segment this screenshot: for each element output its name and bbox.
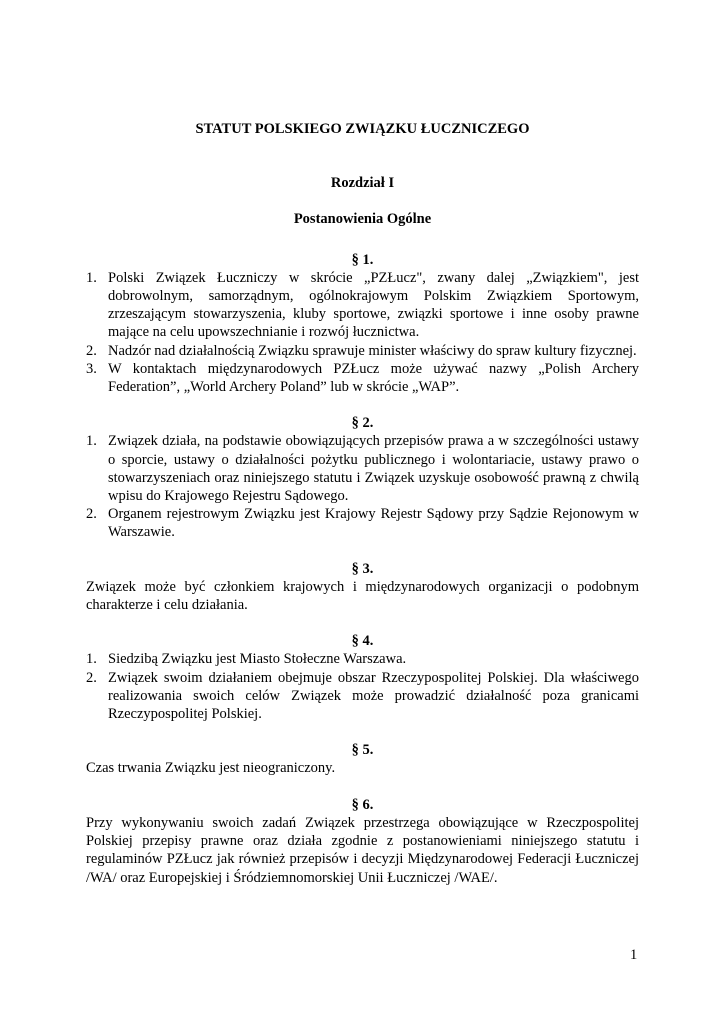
- list-item: [86, 342, 639, 360]
- section-text: Przy wykonywaniu swoich zadań Związek przestrzega obowiązujące w Rzeczpospolitej Polskiej przepisy prawne oraz działa zgodnie z postanowieniami niniejszego statutu i regulaminów PZŁucz jak również przepisów i decyzji Międzynarodowej Federacji Łuczniczej /WA/ oraz Europejskiej i Śródziemnomorskiej Unii Łuczniczej /WAE/.: [86, 814, 639, 886]
- item-number: 2.: [86, 506, 97, 523]
- section-2: [86, 414, 639, 541]
- document-title: STATUT POLSKIEGO ZWIĄZKU ŁUCZNICZEGO: [195, 121, 530, 137]
- item-number: 2.: [86, 342, 97, 359]
- list-item: [86, 669, 639, 724]
- section-heading: § 6.: [351, 796, 374, 813]
- section-5: [86, 741, 639, 777]
- item-number: 1.: [86, 269, 97, 286]
- list-item: [86, 505, 639, 541]
- section-1: [86, 251, 639, 397]
- section-6: [86, 796, 639, 887]
- list-item: [86, 650, 639, 668]
- section-text: Czas trwania Związku jest nieograniczony.: [86, 760, 336, 777]
- section-heading: § 3.: [351, 560, 374, 577]
- item-number: 2.: [86, 669, 97, 686]
- item-text: Polski Związek Łuczniczy w skrócie „PZŁucz", zwany dalej „Związkiem", jest dobrowolnym, samorządnym, ogólnokrajowym Polskim Związkiem Sportowym, zrzeszającym stowarzyszenia, kluby sportowe, związki sportowe i inne osoby prawne mające na celu upowszechnianie i rozwój łucznictwa.: [108, 269, 639, 341]
- item-text: Organem rejestrowym Związku jest Krajowy Rejestr Sądowy przy Sądzie Rejonowym w Warszawie.: [108, 506, 639, 541]
- item-text: Związek działa, na podstawie obowiązujących przepisów prawa a w szczególności ustawy o sporcie, ustawy o działalności pożytku publicznego i wolontariacie, ustawy prawo o stowarzyszeniach oraz niniejszego statutu i Związek uzyskuje osobowość prawną z chwilą wpisu do Krajowego Rejestru Sądowego.: [108, 433, 639, 505]
- item-text: Siedzibą Związku jest Miasto Stołeczne Warszawa.: [108, 651, 407, 668]
- section-heading: § 2.: [351, 415, 374, 432]
- list-item: [86, 269, 639, 342]
- item-number: 3.: [86, 360, 97, 377]
- section-4: [86, 632, 639, 723]
- list-item: [86, 432, 639, 505]
- item-text: W kontaktach międzynarodowych PZŁucz może używać nazwy „Polish Archery Federation”, „World Archery Poland” lub w skrócie „WAP”.: [108, 360, 639, 396]
- chapter-title: Postanowienia Ogólne: [293, 211, 432, 228]
- section-heading: § 4.: [351, 633, 374, 650]
- section-heading: § 5.: [351, 742, 374, 759]
- document-body: [86, 120, 639, 887]
- section-list: [86, 432, 639, 541]
- section-3: [86, 560, 639, 615]
- item-number: 1.: [86, 433, 97, 450]
- list-item: [86, 360, 639, 396]
- section-text: Związek może być członkiem krajowych i międzynarodowych organizacji o podobnym charakterze i celu działania.: [86, 578, 639, 614]
- item-text: Nadzór nad działalnością Związku sprawuje minister właściwy do spraw kultury fizycznej.: [108, 342, 637, 359]
- page-number: 1: [630, 947, 638, 963]
- section-list: [86, 650, 639, 723]
- item-text: Związek swoim działaniem obejmuje obszar Rzeczypospolitej Polskiej. Dla właściwego realizowania swoich celów Związek może prowadzić działalność poza granicami Rzeczypospolitej Polskiej.: [108, 669, 639, 723]
- chapter-heading: Rozdział I: [330, 175, 395, 192]
- section-list: [86, 269, 639, 396]
- item-number: 1.: [86, 651, 97, 668]
- section-heading: § 1.: [351, 251, 374, 268]
